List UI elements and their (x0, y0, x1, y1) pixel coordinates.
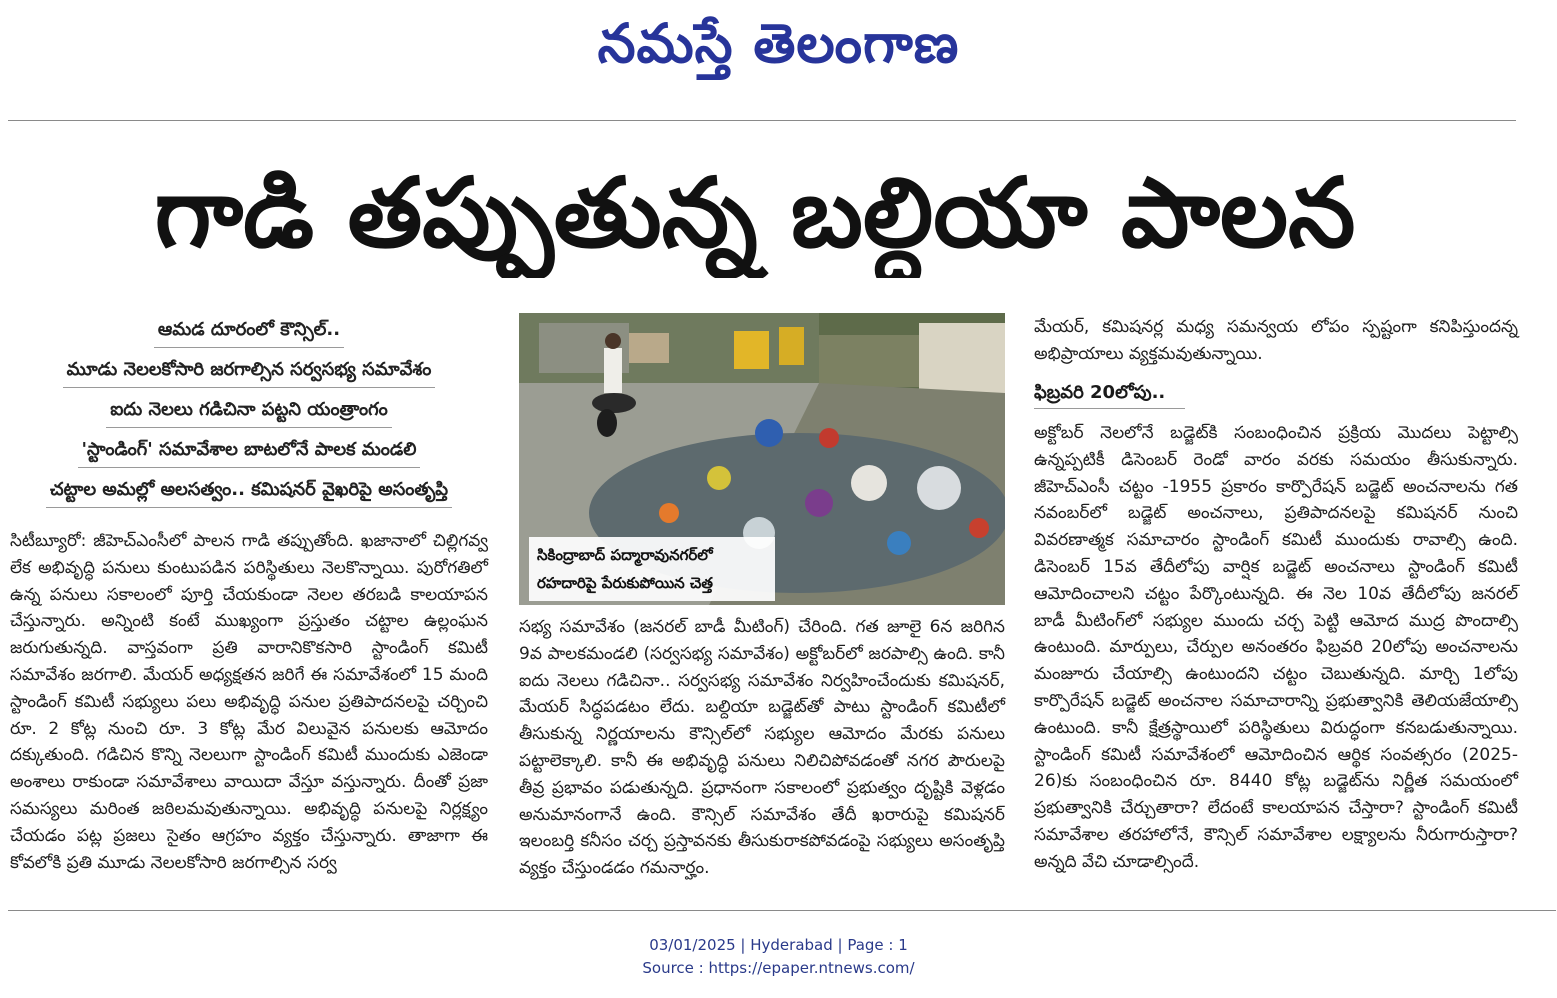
subheadline-5: చట్టాల అమల్లో అలసత్వం.. కమిషనర్ వైఖరిపై అసంతృప్తి (10, 473, 488, 513)
subheadline-1: ఆమడ దూరంలో కౌన్సిల్.. (10, 313, 488, 353)
footer-date-edition: 03/01/2025 | Hyderabad | Page : 1 (649, 936, 908, 954)
column-3-intro: మేయర్, కమిషనర్ల మధ్య సమన్వయ లోపం స్పష్టంగా కనిపిస్తుందన్న అభిప్రాయాలు వ్యక్తమవుతున్నాయి. (1034, 317, 1518, 364)
column-3-body: అక్టోబర్ నెలలోనే బడ్జెట్‌కి సంబంధించిన ప్రక్రియ మొదలు పెట్టాల్సి ఉన్నప్పటికీ డిసెంబర్ రెండో వారం వరకు సమయం తీసుకున్నారు. జీహెచ్ఎంసీ చట్టం -1955 ప్రకారం కార్పొరేషన్ బడ్జెట్ అంచనాలను గత నవంబర్‌లో బడ్జెట్ అంచనాలు, ప్రతిపాదనలపై కమిషనర్ నుంచి వివరణాత్మక సమాచారం స్టాండింగ్ కమిటీ ముందుకు రావాల్సి ఉంది. డిసెంబర్ 15వ తేదీలోపు వార్షిక బడ్జెట్ అంచనాలు స్టాండింగ్ కమిటీ ఆమోదించాలని చట్టం పేర్కొంటున్నది. ఈ నెల 10వ తేదీలోపు జనరల్ బాడీ మీటింగ్‌లో సభ్యుల ముందు చర్చ పెట్టి ఆమోద ముద్ర పొందాల్సి ఉంటుంది. మార్పులు, చేర్పుల అనంతరం ఫిబ్రవరి 20లోపు అంచనాలను మంజూరు చేయాల్సి ఉంటుందని చట్టం చెబుతున్నది. మార్చి 1లోపు కార్పొరేషన్ బడ్జెట్ అంచనాల సమాచారాన్ని ప్రభుత్వానికి తెలియజేయాల్సి ఉంటుంది. కానీ క్షేత్రస్థాయిలో పరిస్థితులు విరుద్ధంగా కనబడుతున్నాయి. స్టాండింగ్ కమిటీ సమావేశంలో ఆమోదించిన ఆర్థిక సంవత్సరం (2025-26)కు సంబంధించిన రూ. 8440 కోట్ల బడ్జెట్‌ను నిర్ణీత సమయంలో ప్రభుత్వానికి చేర్చుతారా? లేదంటే కాలయాపన చేస్తారా? స్టాండింగ్ కమిటీ సమావేశాల తరహాలోనే, కౌన్సిల్ సమావేశాల లక్ష్యాలను నీరుగారుస్తారా? అన్నది వేచి చూడాల్సిందే. (1034, 423, 1518, 872)
footer-source-link[interactable]: Source : https://epaper.ntnews.com/ (642, 959, 915, 977)
subheadline-list (10, 313, 488, 513)
top-divider (8, 120, 1516, 121)
caption-line-1: సికింద్రాబాద్ పద్మారావునగర్‌లో (537, 546, 713, 564)
column-3-subheading: ఫిబ్రవరి 20లోపు.. (1034, 378, 1185, 409)
bottom-divider (8, 910, 1556, 911)
caption-line-2: రహదారిపై పేరుకుపోయిన చెత్త (537, 574, 713, 592)
column-1-body: సిటీబ్యూరో: జీహెచ్ఎంసీలో పాలన గాడి తప్పుతోంది. ఖజానాలో చిల్లిగవ్వ లేక అభివృద్ధి పనులు కుంటుపడిన పరిస్థితులు నెలకొన్నాయి. పురోగతిలో ఉన్న పనులు సకాలంలో పూర్తి చేయకుండా నెలల తరబడి కాలయాపన చేస్తున్నారు. అన్నింటి కంటే ముఖ్యంగా ప్రస్తుతం చట్టాల ఉల్లంఘన జరుగుతున్నది. వాస్తవంగా ప్రతి వారానికొకసారి స్టాండింగ్ కమిటీ సమావేశం జరగాలి. మేయర్ అధ్యక్షతన జరిగే ఈ సమావేశంలో 15 మంది స్టాండింగ్ కమిటీ సభ్యులు పలు అభివృద్ధి పనుల ప్రతిపాదనలపై చర్చించి రూ. 2 కోట్ల నుంచి రూ. 3 కోట్ల మేర విలువైన పనులకు ఆమోదం దక్కుతుంది. గడిచిన కొన్ని నెలలుగా స్టాండింగ్ కమిటీ ముందుకు ఎజెండా అంశాలు రాకుండా సమావేశాలు వాయిదా వేస్తూ వస్తున్నారు. దీంతో ప్రజా సమస్యలు మరింత జఠిలమవుతున్నాయి. అభివృద్ధి పనులపై నిర్లక్ష్యం చేయడం పట్ల ప్రజలు సైతం ఆగ్రహం వ్యక్తం చేస్తున్నారు. తాజాగా ఈ కోవలోకి ప్రతి మూడు నెలలకోసారి జరగాల్సిన సర్వ (10, 531, 488, 873)
subheadline-2: మూడు నెలలకోసారి జరగాల్సిన సర్వసభ్య సమావేశం (10, 353, 488, 393)
subheadline-3: ఐదు నెలలు గడిచినా పట్టని యంత్రాంగం (10, 393, 488, 433)
column-2-body: సభ్య సమావేశం (జనరల్ బాడీ మీటింగ్) చేరింది. గత జూలై 6న జరిగిన 9వ పాలకమండలి (సర్వసభ్య సమావేశం) అక్టోబర్‌లో జరపాల్సి ఉంది. కానీ ఐదు నెలలు గడిచినా.. సర్వసభ్య సమావేశం నిర్వహించేందుకు కమిషనర్, మేయర్ సిద్ధపడటం లేదు. బల్దియా బడ్జెట్‌తో పాటు స్టాండింగ్ కమిటీలో తీసుకున్న నిర్ణయాలను కౌన్సిల్‌లో సభ్యుల ఆమోదం మేరకు పనులు పట్టాలెక్కాలి. కానీ ఈ అభివృద్ధి పనులు నిలిచిపోవడంతో నగర పౌరులపై తీవ్ర ప్రభావం పడుతున్నది. ప్రధానంగా సకాలంలో ప్రభుత్వం దృష్టికి వెళ్లడం అనుమానంగానే ఉంది. కౌన్సిల్ సమావేశం తేదీ ఖరారుపై కమిషనర్ ఇలంబర్తి కనీసం చర్చ ప్రస్తావనకు తీసుకురాకపోవడంపై సభ్యులు అసంతృప్తి వ్యక్తం చేస్తుండడం గమనార్హం. (519, 617, 1005, 879)
masthead-logo: నమస్తే తెలంగాణ (597, 11, 960, 75)
main-headline: గాడి తప్పుతున్న బల్దియా పాలన (154, 157, 1356, 269)
subheadline-4: 'స్టాండింగ్' సమావేశాల బాటలోనే పాలక మండలి (10, 433, 488, 473)
photo-caption (529, 537, 775, 601)
